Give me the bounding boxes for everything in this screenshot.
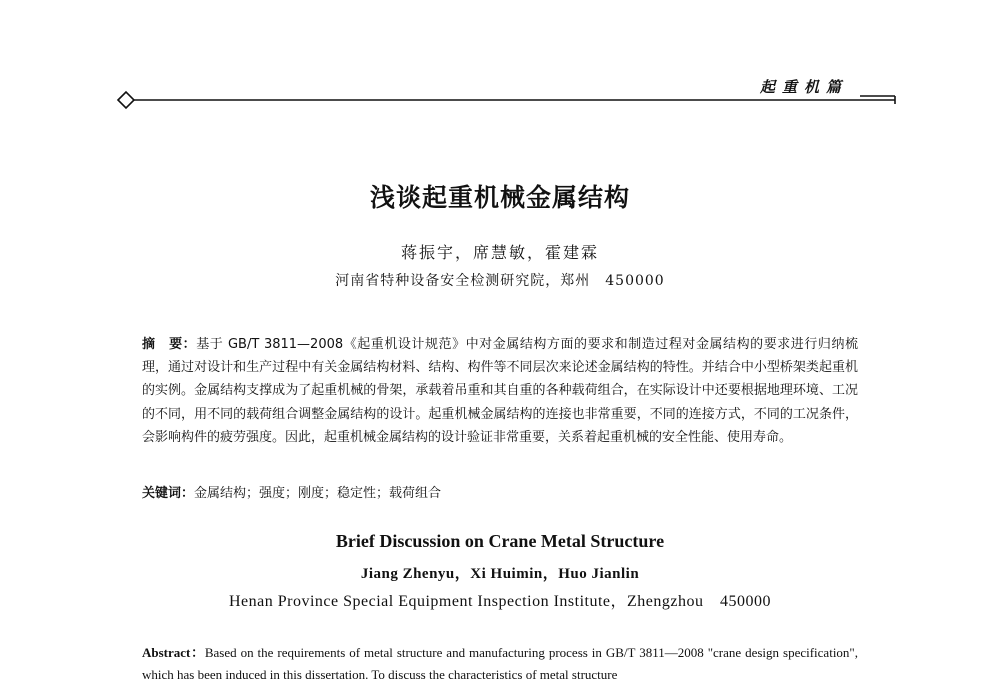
- abstract-label-en: Abstract：: [142, 645, 205, 660]
- article-title-en: Brief Discussion on Crane Metal Structure: [335, 531, 665, 551]
- affiliation-cn: 河南省特种设备安全检测研究院，郑州 450000: [335, 273, 665, 289]
- article-title-cn: 浅谈起重机械金属结构: [369, 183, 630, 212]
- abstract-cn: [142, 333, 858, 449]
- diamond-ornament-icon: [118, 92, 134, 108]
- abstract-text-cn: 基于 GB/T 3811—2008《起重机设计规范》中对金属结构方面的要求和制造过程对金属结构的要求进行归纳梳理，通过对设计和生产过程中有关金属结构材料、结构、构件等不同层次来论述金属结构的特性。并结合中小型桥架类起重机的实例。金属结构支撑成为了起重机械的骨架，承载着吊重和其自重的各种载荷组合，在实际设计中还要根据地理环境、工况的不同，用不同的载荷组合调整金属结构的设计。起重机械金属结构的连接也非常重要，不同的连接方式，不同的工况条件，会影响构件的疲劳强度。因此，起重机械金属结构的设计验证非常重要，关系着起重机械的安全性能、使用寿命。: [142, 337, 858, 445]
- running-header: [0, 0, 1000, 120]
- header-rule: [100, 88, 900, 118]
- abstract-label-cn: 摘 要：: [142, 337, 197, 352]
- affiliation-en: Henan Province Special Equipment Inspection Institute，Zhengzhou 450000: [228, 593, 771, 610]
- authors-en: Jiang Zhenyu，Xi Huimin，Huo Jianlin: [360, 566, 640, 582]
- abstract-en: [142, 642, 858, 686]
- authors-cn: 蒋振宇，席慧敏，霍建霖: [400, 243, 599, 262]
- keywords-label-cn: 关键词：: [142, 486, 195, 501]
- abstract-text-en: Based on the requirements of metal structure and manufacturing process in GB/T 3811—2008 "crane design specification", which has been induced in this dissertation. To discuss the characteristics of metal structure: [142, 645, 858, 682]
- keywords-cn: [142, 484, 858, 504]
- keywords-text-cn: 金属结构；强度；刚度；稳定性；载荷组合: [194, 486, 442, 501]
- section-label: 起重机篇: [760, 78, 849, 96]
